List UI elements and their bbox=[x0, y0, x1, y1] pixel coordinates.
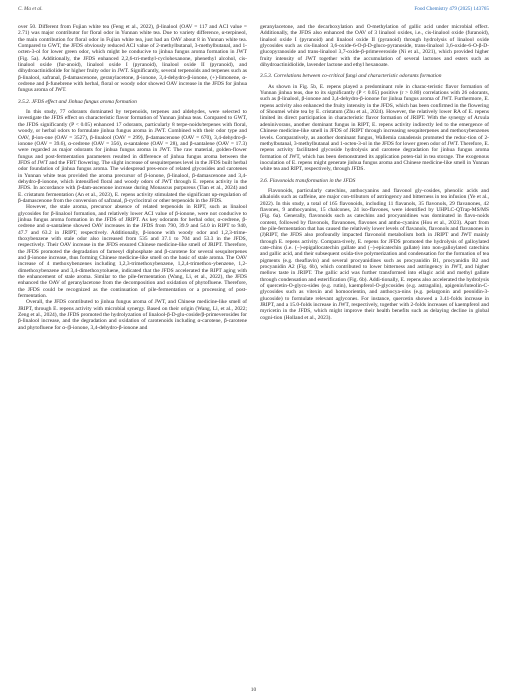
right-column bbox=[260, 24, 489, 321]
paragraph: As shown in Fig. 5b, E. repens played a predominant role in charac-teristic flavor formation of Yunnan jinhua teas, due to its significantly (P < 0.05) positive (r > 0.80) correlations with 26 odorants, such as β-linalool, β-ionone and 3,4-dehydro-β-ionone for jinhua fungus aroma of JWT. Furthermore, E. repens activity also enhanced the fruity intensity in the JFDS, which has been confirmed in the flowering of Shoumei white tea by E. cristatum (Zhu et al., 2024). However, the relatively lower RA of E. repens limited its direct participation in characteristic flavor formation of JRIPT. With the synergy of Arxula adeninivorans, another dominant fungus in RIPT, E. repens activity indirectly led to the emergence of Chinese medicine-like smell in JFDS of JRIPT through increasing sesquiterpenes and methoxybenzenes levels. Comparatively, as another dominant fungus, Wallemia canadensis promoted the reduc-tion of 2-methylbutanal, 3-methylbutanal and 1-octen-3-ol in the JFDS for lower green odor of JWT. Therefore, E. repens activity facilitated glycoside hydrolysis and carotene degradation for jinhua fungus aroma formation of JWT, which has been demonstrated its application poten-tial in tea storage. The exogenous inoculation of E. repens might generate jinhua fungus aroma and Chinese medicine-like smell in Yunnan white tea and RIPT, respectively, through JFDS. bbox=[260, 83, 490, 173]
paragraph: geranylacetone, and the decarboxylation and O-methylation of gallic acid under microbial effect. Additionally, the JFDS also enhanced the OAV of 3 linalool oxides, i.e., cis-linalool oxide (furanoid), linalool oxide I (pyranoid) and linalool oxide II (pyranoid) through hydrolysis of linalool oxide glycosides such as cis-linalool 3,6-oxide-6-O-β-D-gluco-pyranoside, trans-linalool 3,6-oxide-6-O-β-D-glucopyranoside and trans-linalool 3,7-oxide-β-primeveroside (Ni et al., 2021), which provided higher fruity intensity of JWT together with the accumulation of several lactones and esters such as dihydroactinidiolide, lavender lactone and ethyl hexanoate. bbox=[260, 24, 489, 69]
paragraph: Overall, the JFDS contributed to jinhua fungus aroma of JWT, and Chinese medicine-like smell of JRIPT, through E. repens activity with microbial synergy. Based on their origin (Wang, Li, et al., 2022; Zeng et al., 2024), the JFDS promoted the hydrolyzation of linalool-β-D-glu-coside/β-primeverosides for β-linalool increase, and the degradation and oxidation of carotenoids including α-carotene, β-carotene and phytofluene for α-/β-ionone, 3,4-dehydro-β-ionone and bbox=[18, 299, 247, 331]
left-column bbox=[18, 24, 247, 331]
paragraph: However, the stale aroma, precursor absence of related terpenoids in RIPT, such as linalool glycosides for β-linalool formation, and relatively lower ACI value of β-ionone, were not conducive to jinhua fungus aroma formation in the JFDS of JRIPT. As key odorants for herbal odor, α-cedrene, β-cedrene and α-santalene showed OAV increases in the JFDS from 790, 39.9 and 54.0 in RIPT to 940, 47.7 and 63.2 in JRIPT, respectively. Additionally, β-ionone with woody odor and 1,2,3-trime-thoxybenzene with stale odor also increased from 535 and 37.1 to 704 and 53.3 in the JFDS, respectively. Their OAV increase in the JFDS ensured Chinese medicine-like smell of JRIPT. Therefore, the JFDS promoted the degradation of farnesyl diphosphate and β-carotene for several sesquiterpenes and β-ionone increase, thus forming Chinese medicine-like smell on the basic of stale aroma. The OAV increase of 4 methoxybenzenes including 1,2,3-trimethoxybenzene, 1,2,4-trimethox-ybenzene, 1,2-dimethoxybenzene and 3,4-dimethoxytoluene, indicated that the JFDS accelerated the RIPT aging with the enhancement of stale aroma. Similar to the pile-fermentation (Wang, Li, et al., 2022), the JFDS enhanced the OAV of geranylacetone from the decomposition and oxidation of phytofluene. Therefore, the JFDS could be recognized as the continuation of pile-fermentation or a processing of post-fermentation. bbox=[18, 204, 247, 300]
page-number: 10 bbox=[250, 687, 257, 693]
paragraph: Flavonoids, particularly catechins, anthocyanins and flavonol gly-cosides, phenolic acids and alkaloids such as caffeine, are major con-tributors of astringency and bitterness in tea infusion (Ye et al., 2022). In this study, a total of 165 flavonoids, including 11 flavanols, 35 flavonols, 29 flavanones, 42 flavones, 9 anthocyanins, 15 chalcones, 24 iso-flavones, were identified by UHPLC-QTrap-MS/MS (Fig. 6a). Generally, flavonoids such as catechins and procyanidines was dominated in flavo-noids content, followed by flavonols, flavanones, flavones and antho-cyanins (Hou et al., 2023). Apart from the pile-fermentation that has caused the relatively lower levels of flavanols, flavonols and flavanones in (J)RIPT, the JFDS also profoundly impacted flavonoid metabolism both in JRIPT and JWT mainly through E. repens activity. Compara-tively, E. repens for JFDS promoted the hydrolysis of galloylated cate-chins (i.e. (−)-epigallocatechin gallate and (−)-epicatechin gallate) into non-galloylated catechins and gallic acid, and their subsequent oxida-tive polymerization and condensation for the formation of tea pigments (e.g. theaflavin) and several procyanidines such as procyanidin B1, procyanidin B2 and procyanidin A2 (Fig. 6b), which contributed to lower bitterness and astringency in JWT, and higher mellow taste in JRIPT. The gallic acid was further transformed into ellagic acid and methyl gallate through condensation and esterification (Fig. 6b). Addi-tionally, E. repens also accelerated the hydrolysis of quercetin-O-glyco-sides (e.g. rutin), kaempferol-O-glycosides (e.g. astragalin), apigenin/luteolin-C-glycosides such as vitexin and homoorientin, and anthocya-nins (e.g. pelargonin and peonidin-3-glucoside) to formulate relevant aglycones. For instance, quercetin showed a 3.41-folds increase in JRIPT, and a 15.0-folds increase in JWT, respectively, together with 2-folds increases of kaempferol and myricetin in the JFDS, which might improve their health benefits such as delaying decline in global cogni-tion (Holland et al., 2023). bbox=[260, 187, 489, 321]
paragraph: over 50. Different from Fujian white tea (Feng et al., 2022), β-linalool (OAV = 117 and ACI value = 2.71) was major contributor for floral odor in Yunnan white tea. Due to variety difference, α-terpineol, the main contribution for floral odor in Fujian white tea, just had an OAV about 8 in Yunnan white tea. Compared to GWT, the JFDS obviously reduced ACI value of 2-methylbutanal, 3-methylbutanal, and 1-octen-3-ol for lower green odor, which might be conducive to jinhua fungus aroma formation in JWT (Fig. 5a). Additionally, the JFDS enhanced 2,2,6-tri-methyl-cyclohexanone, phenethyl alcohol, cis-linalool oxide (fur-anoid), linalool oxide I (pyranoid), linalool oxide II (pyranoid), and dihydroactinidiolide for higher fruity odor in JWT. Significantly, several terpenoids and terpenes such as β-linalool, safranal, β-damascenone, geranylacetone, β-ionone, 3,4-dehydro-β-ionone, (+)-limonene, α-cedrene and β-funebrene with herbal, floral or woody odor showed OAV increase in the JFDS for jinhua fungus aroma of JWT. bbox=[18, 24, 247, 94]
section-heading-3-5-3: 3.5.3. Correlations between co-critical fungi and characteristic odorants formation bbox=[260, 73, 442, 80]
section-heading-3-6: 3.6. Flavonoids transformation in the JFDS bbox=[260, 177, 356, 184]
running-header bbox=[18, 6, 489, 16]
journal-citation[interactable]: Food Chemistry 479 (2025) 143765 bbox=[414, 6, 489, 12]
section-heading-3-5-2: 3.5.2. JFDS effect and Jinhua fungus aroma formation bbox=[18, 98, 137, 105]
paragraph: In this study, 77 odorants dominated by terpenoids, terpenes and aldehydes, were selected to investigate the JFDS effect on characteristic flavor formation of Yunnan jinhua teas. Compared to GWT, the JFDS significantly (P < 0.05) enhanced 17 odorants, particularly 8 terpe-noids/terpenes with floral, woody, or herbal odors to formulate jinhua fungus aroma in JWT. Combined with their odor type and OAV, β-ion-one (OAV = 3527), β-linalool (OAV = 299), β-damascenone (OAV = 670), 3,4-dehydro-β-ionone (OAV = 39.6), α-cedrene (OAV = 356), α-santalene (OAV = 28), and β-santalene (OAV = 17.3) were regarded as major odorants for jinhua fungus aroma in JWT. The raw material, golden-flower fungus and post-fermentation parameters resulted in difference of jinhua fungus aroma between the JFDS of JWT and the FBT flowering. The slight increase of sesquiterpenes level in the JFDS built herbal odor foundation of jinhua fungus aroma. The widespread pres-ence of related glycosides and carotenes in Yunnan white teas provided the aroma precursor of β-ionone, β-linalool, β-damascenone and 3,4-dehydro-β-ionone, which intensified floral and woody odors of JWT through E. repens activity in the JFDS. In accordance with β-dam-ascenone increase during Monascus purpureus (Tian et al., 2024) and E. cristatum fermentation (An et al., 2023), E. repens activity stimulated the significant up-regulation of β-damascenone from the conversion of safranal, β-cyclocitral or other terpenoids in the JFDS. bbox=[18, 109, 247, 204]
running-author: C. Ma et al. bbox=[18, 6, 43, 12]
